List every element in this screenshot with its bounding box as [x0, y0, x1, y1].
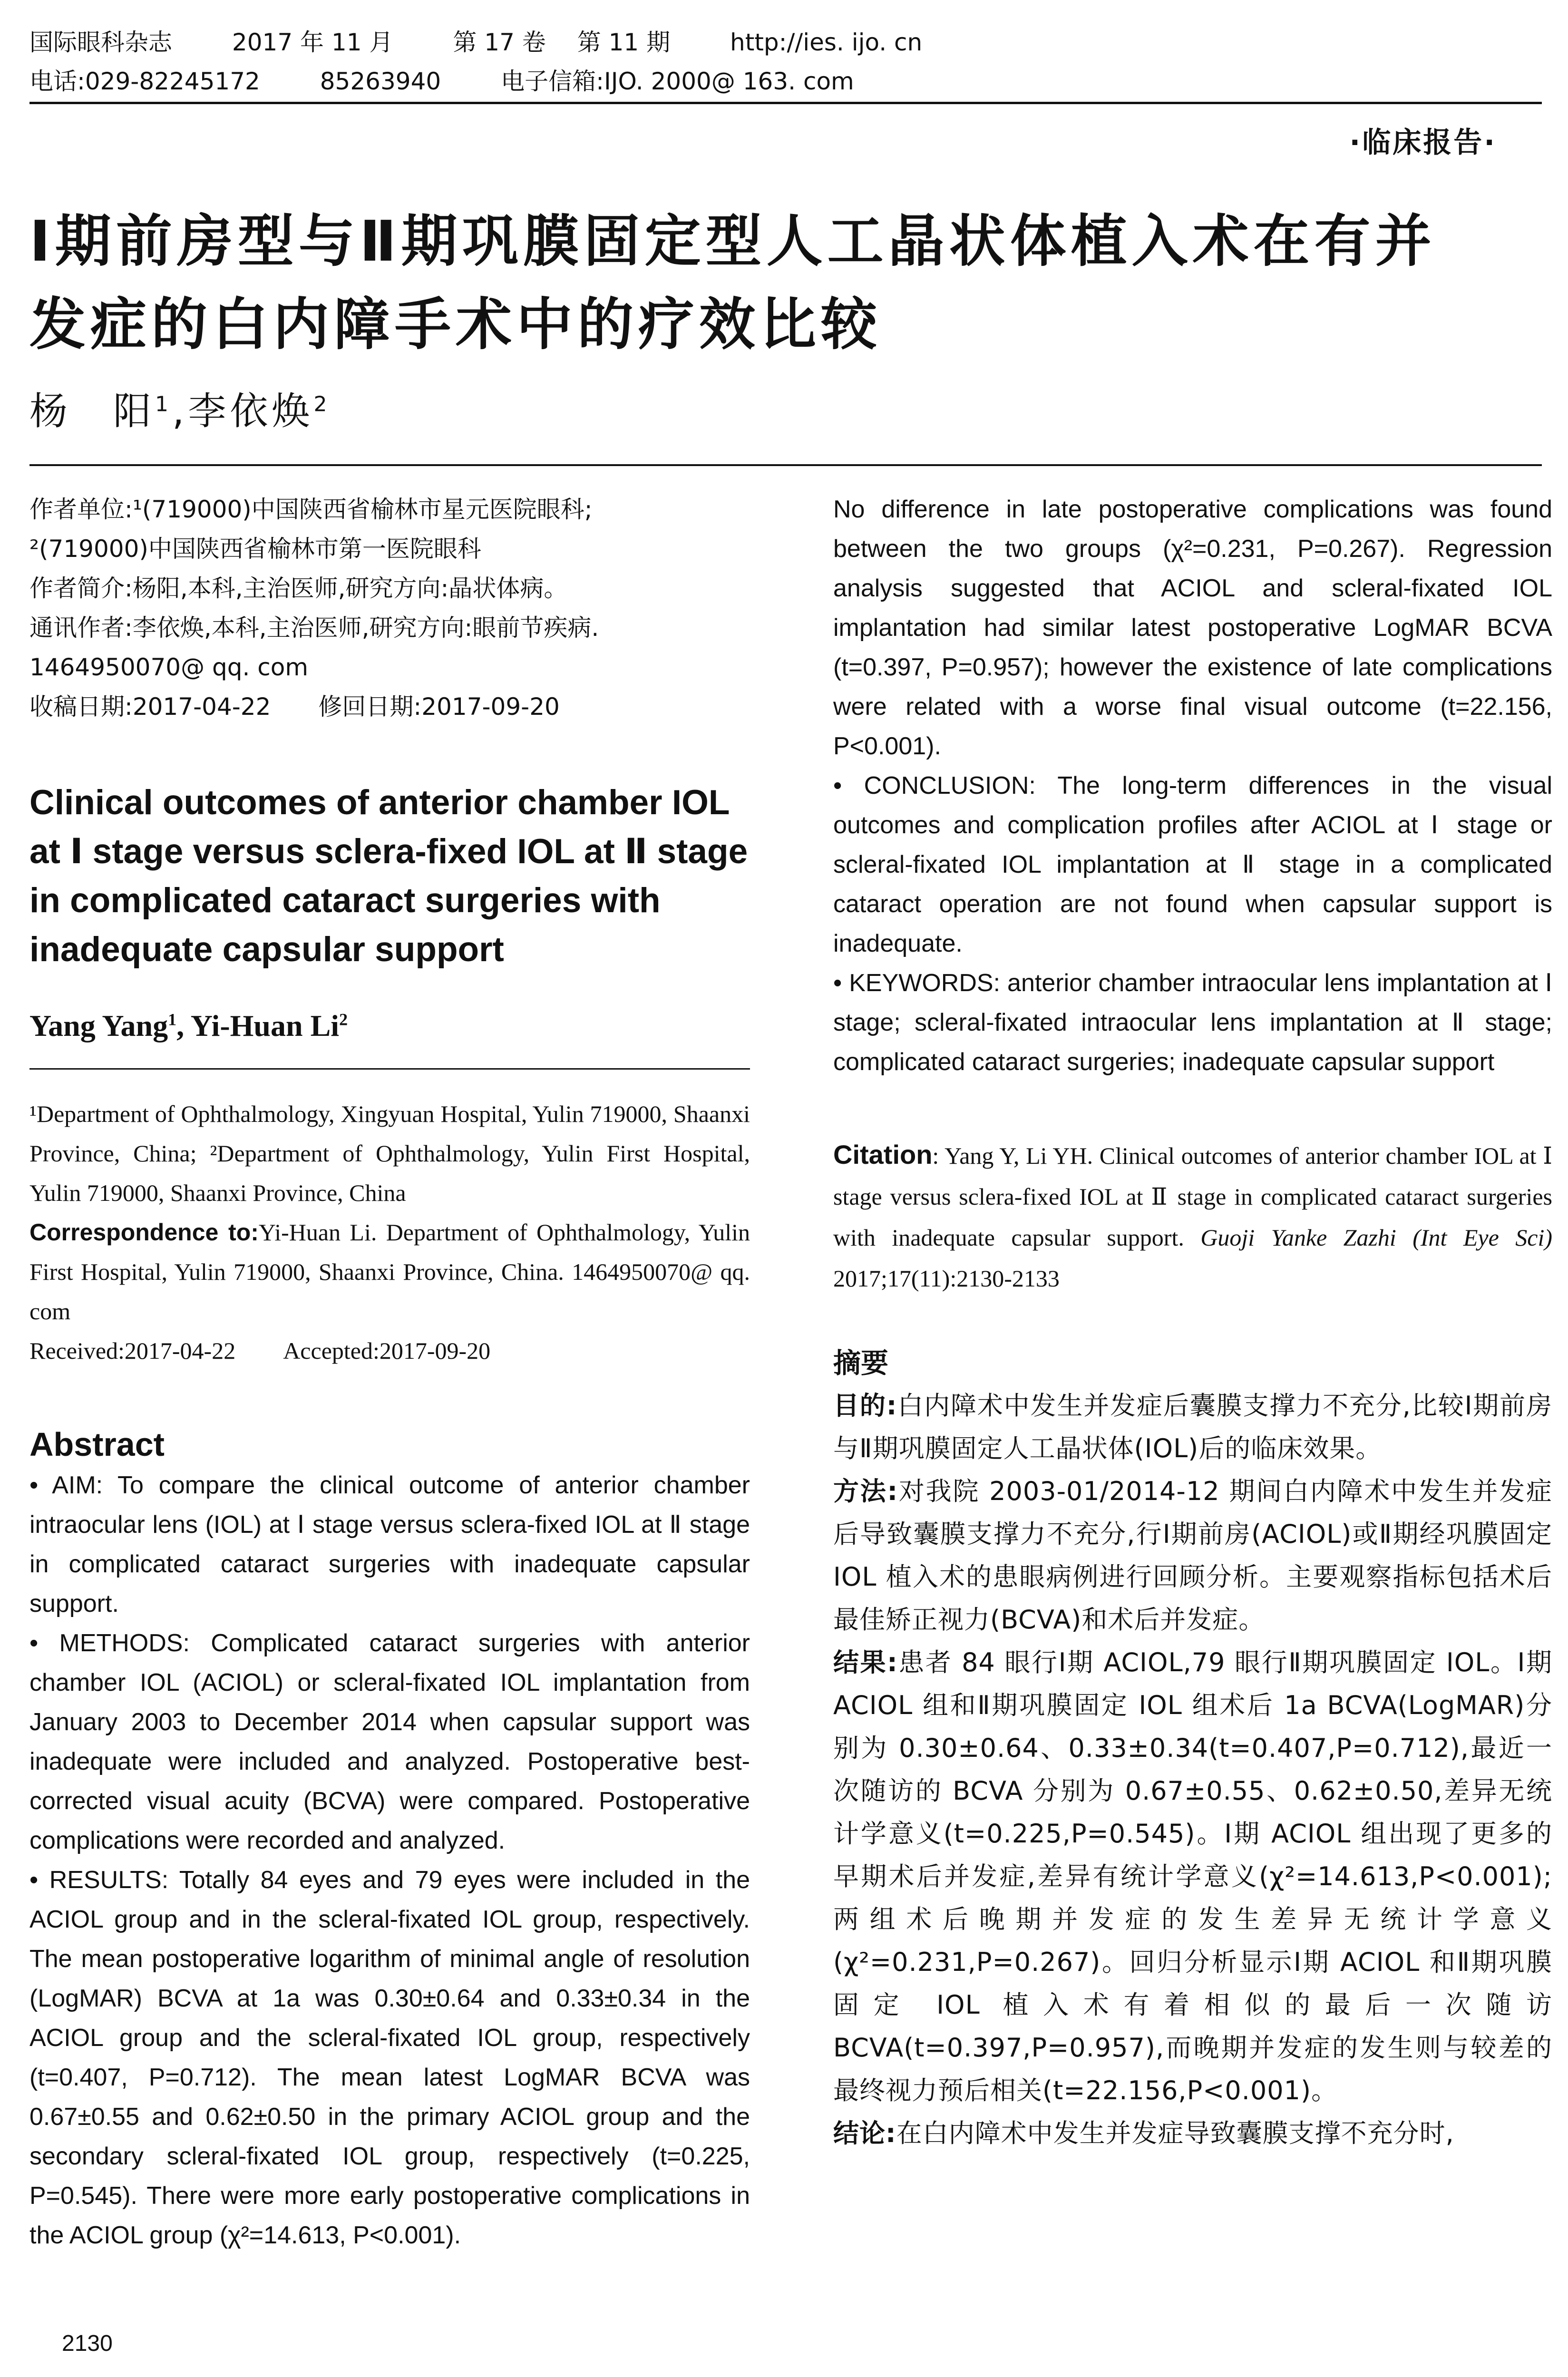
zh-conclusion	[833, 2112, 1552, 2155]
issue-date: 2017 年 11 月	[232, 29, 393, 56]
zh-results	[833, 1641, 1552, 2112]
author-1: 杨 阳	[29, 389, 155, 433]
zh-aim	[833, 1384, 1552, 1470]
header-rule	[29, 102, 1542, 104]
title-rule	[29, 464, 1542, 466]
zh-methods-label: 方法:	[833, 1476, 898, 1506]
phone-2: 85263940	[320, 68, 441, 95]
zh-methods-text: 对我院 2003-01/2014-12 期间白内障术中发生并发症后导致囊膜支撑力不充分,行Ⅰ期前房(ACIOL)或Ⅱ期经巩膜固定 IOL 植入术的患眼病例进行回顾分析。主要观察指标包括术后最佳矫正视力(BCVA)和术后并发症。	[833, 1476, 1552, 1635]
section-label: ·临床报告·	[1349, 126, 1497, 159]
article-title	[29, 200, 1542, 366]
author-list-zh	[29, 380, 331, 435]
correspondence	[29, 1213, 750, 1331]
page-number: 2130	[62, 2331, 113, 2356]
zh-methods	[833, 1470, 1552, 1641]
journal-url[interactable]: http://ies. ijo. cn	[730, 29, 923, 56]
info-line: 收稿日期:2017-04-22 修回日期:2017-09-20	[29, 693, 560, 721]
zh-abstract-heading: 摘要	[833, 1347, 889, 1379]
abstract-aim: • AIM: To compare the clinical outcome of anterior chamber intraocular lens (IOL) at Ⅰ stage versus sclera-fixed IOL at Ⅱ stage in complicated cataract surgeries with inadequate capsular support.	[29, 1471, 750, 1617]
author-en-2: Yi-Huan Li	[190, 1009, 340, 1042]
abstract-conclusion: • CONCLUSION: The long-term differences in the visual outcomes and complication profiles after ACIOL at Ⅰ stage or scleral-fixated IOL implantation at Ⅱ stage in a complicated cataract operation are not found when capsular support is inadequate.	[833, 772, 1552, 957]
info-line: 通讯作者:李依焕,本科,主治医师,研究方向:眼前节疾病.	[29, 614, 599, 642]
abstract-results: • RESULTS: Totally 84 eyes and 79 eyes were included in the ACIOL group and in the scleral-fixated IOL group, respectively. The mean postoperative logarithm of minimal angle of resolution (LogMAR) BCVA at 1a was 0.30±0.64 and 0.33±0.34 in the ACIOL group and the scleral-fixated IOL group, respectively (t=0.407, P=0.712). The mean latest LogMAR BCVA was 0.67±0.55 and 0.62±0.50 in the primary ACIOL group and the secondary scleral-fixated IOL group, respectively (t=0.225, P=0.545). There were more early postoperative complications in the ACIOL group (χ²=14.613, P<0.001).	[29, 1866, 750, 2249]
author-en-1-sup: 1	[168, 1010, 177, 1029]
citation	[833, 1134, 1552, 1299]
info-line: 1464950070@ qq. com	[29, 653, 309, 681]
left-column	[29, 490, 750, 2255]
zh-aim-label: 目的:	[833, 1391, 897, 1421]
english-title: Clinical outcomes of anterior chamber IOL at Ⅰ stage versus sclera-fixed IOL at Ⅱ stage in complicated cataract surgeries with inadequate capsular support	[29, 783, 748, 969]
abstract-heading: Abstract	[29, 1426, 165, 1463]
info-line: 作者单位:¹(719000)中国陕西省榆林市星元医院眼科;	[29, 496, 593, 523]
volume: 第 17 卷	[453, 29, 546, 56]
title-line-1: Ⅰ期前房型与Ⅱ期巩膜固定型人工晶状体植入术在有并	[29, 208, 1436, 274]
citation-journal: Guoji Yanke Zazhi (Int Eye Sci)	[1200, 1224, 1552, 1251]
author-sep: ,	[172, 389, 188, 433]
correspondence-label: Correspondence to:	[29, 1219, 259, 1246]
zh-results-text: 患者 84 眼行Ⅰ期 ACIOL,79 眼行Ⅱ期巩膜固定 IOL。Ⅰ期 ACIOL 组和Ⅱ期巩膜固定 IOL 组术后 1a BCVA(LogMAR)分别为 0.30±0.64、0.33±0.34(t=0.407,P=0.712),最近一次随访的 BCVA 分别为 0.67±0.55、0.62±0.50,差异无统计学意义(t=0.225,P=0.545)。Ⅰ期 ACIOL 组出现了更多的早期术后并发症,差异有统计学意义(χ²=14.613,P<0.001);两组术后晚期并发症的发生差异无统计学意义(χ²=0.231,P=0.267)。回归分析显示Ⅰ期 ACIOL 和Ⅱ期巩膜固定 IOL 植入术有着相似的最后一次随访 BCVA(t=0.397,P=0.957),而晚期并发症的发生则与较差的最终视力预后相关(t=22.156,P<0.001)。	[833, 1647, 1552, 2105]
author-en-sep: ,	[176, 1009, 191, 1042]
abstract-keywords: • KEYWORDS: anterior chamber intraocular lens implantation at Ⅰ stage; scleral-fixated intraocular lens implantation at Ⅱ stage; complicated cataract surgeries; inadequate capsular support	[833, 969, 1552, 1076]
phone: 电话:029-82245172	[29, 68, 260, 95]
author-2-sup: 2	[313, 392, 331, 417]
author-en-2-sup: 2	[339, 1010, 348, 1029]
zh-aim-text: 白内障术中发生并发症后囊膜支撑力不充分,比较Ⅰ期前房与Ⅱ期巩膜固定人工晶状体(IOL)后的临床效果。	[833, 1391, 1552, 1463]
author-1-sup: 1	[155, 392, 172, 417]
zh-conclusion-label: 结论:	[833, 2118, 896, 2148]
email[interactable]: 电子信箱:IJO. 2000@ 163. com	[501, 68, 854, 95]
author-2: 李依焕	[188, 389, 314, 433]
citation-text: : Yang Y, Li YH. Clinical outcomes of anterior chamber IOL at Ⅰ stage versus sclera-fixed IOL at Ⅱ stage in complicated cataract surgeries with inadequate capsular support.	[833, 1142, 1552, 1251]
abstract-results-continued: No difference in late postoperative complications was found between the two groups (χ²=0.231, P=0.267). Regression analysis suggested that ACIOL and scleral-fixated IOL implantation had similar latest postoperative LogMAR BCVA (t=0.397, P=0.957); however the existence of late complications were related with a worse final visual outcome (t=22.156, P<0.001).	[833, 496, 1552, 760]
author-info-zh	[29, 490, 750, 727]
right-column	[833, 490, 1552, 2155]
author-list-en	[29, 1008, 750, 1043]
issue: 第 11 期	[577, 29, 671, 56]
affiliation-text: ¹Department of Ophthalmology, Xingyuan Hospital, Yulin 719000, Shaanxi Province, China; ²Department of Ophthalmology, Yulin First Hospital, Yulin 719000, Shaanxi Province, China	[29, 1101, 750, 1206]
affiliations	[29, 1094, 750, 1371]
author-en-1: Yang Yang	[29, 1009, 168, 1042]
journal-name: 国际眼科杂志	[29, 29, 172, 56]
abstract-methods: • METHODS: Complicated cataract surgeries with anterior chamber IOL (ACIOL) or scleral-fixated IOL implantation from January 2003 to December 2014 when capsular support was inadequate were included and analyzed. Postoperative best-corrected visual acuity (BCVA) were compared. Postoperative complications were recorded and analyzed.	[29, 1629, 750, 1854]
citation-tail: 2017;17(11):2130-2133	[833, 1265, 1060, 1292]
title-line-2: 发症的白内障手术中的疗效比较	[29, 292, 882, 357]
zh-conclusion-text: 在白内障术中发生并发症导致囊膜支撑不充分时,	[896, 2118, 1454, 2148]
running-header	[29, 23, 1542, 101]
info-line: ²(719000)中国陕西省榆林市第一医院眼科	[29, 535, 481, 563]
info-line: 作者简介:杨阳,本科,主治医师,研究方向:晶状体病。	[29, 575, 568, 602]
author-rule	[29, 1068, 750, 1070]
zh-results-label: 结果:	[833, 1647, 898, 1677]
dates: Received:2017-04-22 Accepted:2017-09-20	[29, 1337, 491, 1364]
correspondence-text: Yi-Huan Li. Department of Ophthalmology, Yulin First Hospital, Yulin 719000, Shaanxi Province, China. 1464950070@ qq. com	[29, 1219, 750, 1325]
citation-label: Citation	[833, 1140, 933, 1169]
